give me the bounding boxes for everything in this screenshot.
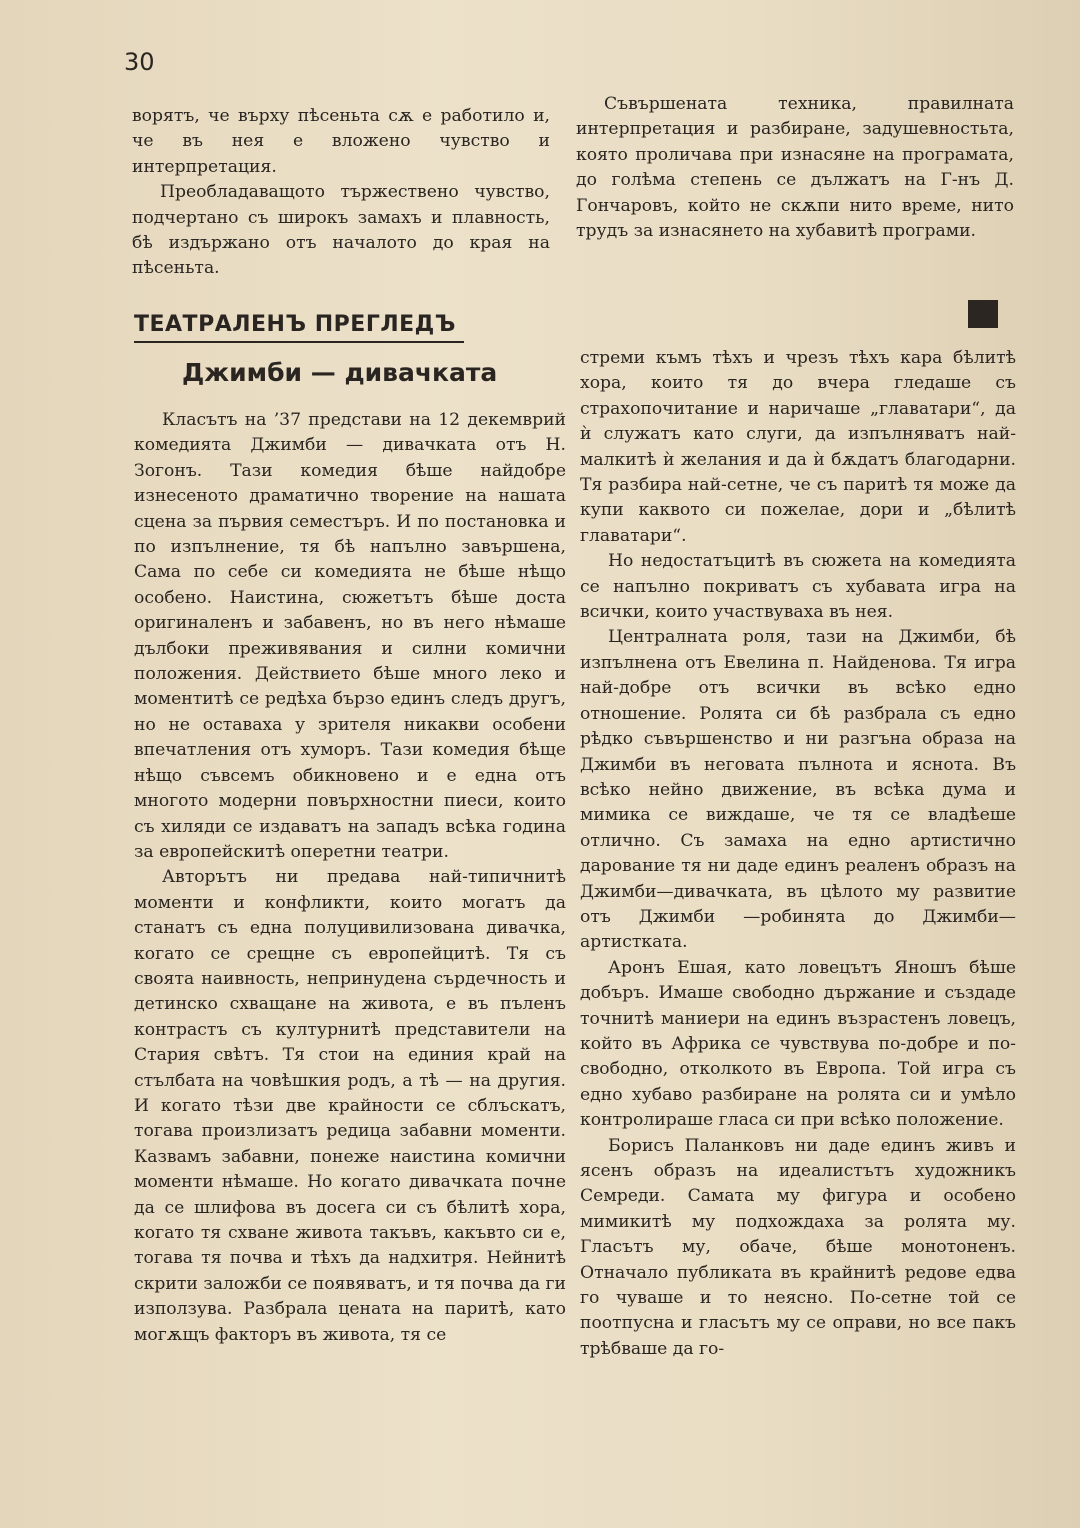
article-right-paragraph-4: Аронъ Ешая, като ловецътъ Яношъ бѣше добъръ. Имаше свободно държание и създаде точнитѣ маниери на единъ възрастенъ ловецъ, който въ Африка се чувствува по-добре и по-свободно, отколкото въ Европа. Той игра съ едно хубаво разбиране на ролята си и умѣло контролираше гласа си при всѣко положение. [580,957,1016,1131]
top-left-paragraph-1: ворятъ, че върху пѣсеньта сѫ е работило и, че въ нея е вложено чувство и интерпретация. [132,106,550,177]
article-left-column [134,408,566,1348]
top-left-column [132,104,550,282]
article-right-paragraph-2: Но недостатъцитѣ въ сюжета на комедията се напълно покриватъ съ хубавата игра на всички, които участвуваха въ нея. [580,551,1016,623]
article-right-paragraph-1: стреми къмъ тѣхъ и чрезъ тѣхъ кара бѣлитѣ хора, които тя до вчера гледаше съ страхопочитание и наричаше „главатари“, да ѝ служатъ като слуги, да изпълняватъ най-малкитѣ ѝ желания и да ѝ бѫдатъ благодарни. Тя разбира най-сетне, че съ паритѣ тя може да купи каквото си пожелае, дори и „бѣлитѣ главатари“. [580,348,1016,546]
section-end-mark [968,300,998,328]
article-left-paragraph-1: Класътъ на ’37 представи на 12 декемврий комедията Джимби — дивачката отъ Н. Зогонъ. Тази комедия бѣше найдобре изнесеното драматично творение на нашата сцена за първия семестъръ. И по постановка и по изпълнение, тя бѣ напълно завършена, Сама по себе си комедията не бѣше нѣщо особено. Наистина, сюжетътъ бѣше доста оригиналенъ и забавенъ, но въ него нѣмаше дълбоки преживявания и силни комични положения. Действието бѣше много леко и моментитѣ се редѣха бързо единъ следъ другъ, но не оставаха у зрителя никакви особени впечатления отъ хуморъ. Тази комедия бѣще нѣщо съвсемъ обикновено и е една отъ многото модерни повърхностни пиеси, които съ хиляди се издаватъ на западъ всѣка година за европейскитѣ оперетни театри. [134,410,566,862]
article-right-column [580,346,1016,1362]
article-left-paragraph-2: Авторътъ ни предава най-типичнитѣ моменти и конфликти, които могатъ да станатъ съ една полуцивилизована дивачка, когато се срещне съ европейцитѣ. Тя съ своята наивность, непринудена сърдечность и детинско схващане на живота, е въ пъленъ контрастъ съ културнитѣ представители на Стария свѣтъ. Тя стои на единия край на стълбата на човѣшкия родъ, а тѣ — на другия. И когато тѣзи две крайности се сблъскатъ, тогава произлизатъ редица забавни моменти. Казвамъ забавни, понеже наистина комични моменти нѣмаше. Но когато дивачката почне да се шлифова въ досега си съ бѣлитѣ хора, когато тя схване живота такъвъ, какъвто си е, тогава тя почва и тѣхъ да надхитря. Нейнитѣ скрити заложби се появяватъ, и тя почва да ги използува. Разбрала цената на паритѣ, като могѫщъ факторъ въ живота, тя се [134,867,566,1345]
page-number: 30 [124,48,155,76]
top-right-paragraph-1: Съвършената техника, правилната интерпретация и разбиране, задушевностьта, която проличава при изнасяне на програмата, до голѣма степень се дължатъ на Г-нъ Д. Гончаровъ, който не скѫпи нито време, нито трудъ за изнасянето на хубавитѣ програми. [576,94,1014,242]
article-title: Джимби — дивачката [182,358,498,387]
top-left-paragraph-2: Преобладаващото тържествено чувство, подчертано съ широкъ замахъ и плавность, бѣ издържано отъ началото до края на пѣсеньта. [132,182,550,279]
article-right-paragraph-3: Централната роля, тази на Джимби, бѣ изпълнена отъ Евелина п. Найденова. Тя игра най-добре отъ всички въ всѣко едно отношение. Ролята си бѣ разбрала съ едно рѣдко съвършенство и ни разгъна образа на Джимби въ неговата пълнота и яснота. Въ всѣко нейно движение, въ всѣка дума и мимика се виждаше, че тя се владѣеше отлично. Съ замаха на едно артистично дарование тя ни даде единъ реаленъ образъ на Джимби—дивачката, въ цѣлото му развитие отъ Джимби —робинята до Джимби—артистката. [580,627,1016,953]
section-heading: ТЕАТРАЛЕНЪ ПРЕГЛЕДЪ [134,312,464,343]
top-right-column [576,92,1014,244]
article-right-paragraph-5: Борисъ Паланковъ ни даде единъ живъ и ясенъ образъ на идеалистътъ художникъ Семреди. Самата му фигура и особено мимикитѣ му подхождаха за ролята му. Гласътъ му, обаче, бѣше монотоненъ. Отначало публиката въ крайнитѣ редове едва го чуваше и то неясно. По-сетне той се поотпусна и гласътъ му се оправи, но все пакъ трѣбваше да го- [580,1135,1016,1359]
